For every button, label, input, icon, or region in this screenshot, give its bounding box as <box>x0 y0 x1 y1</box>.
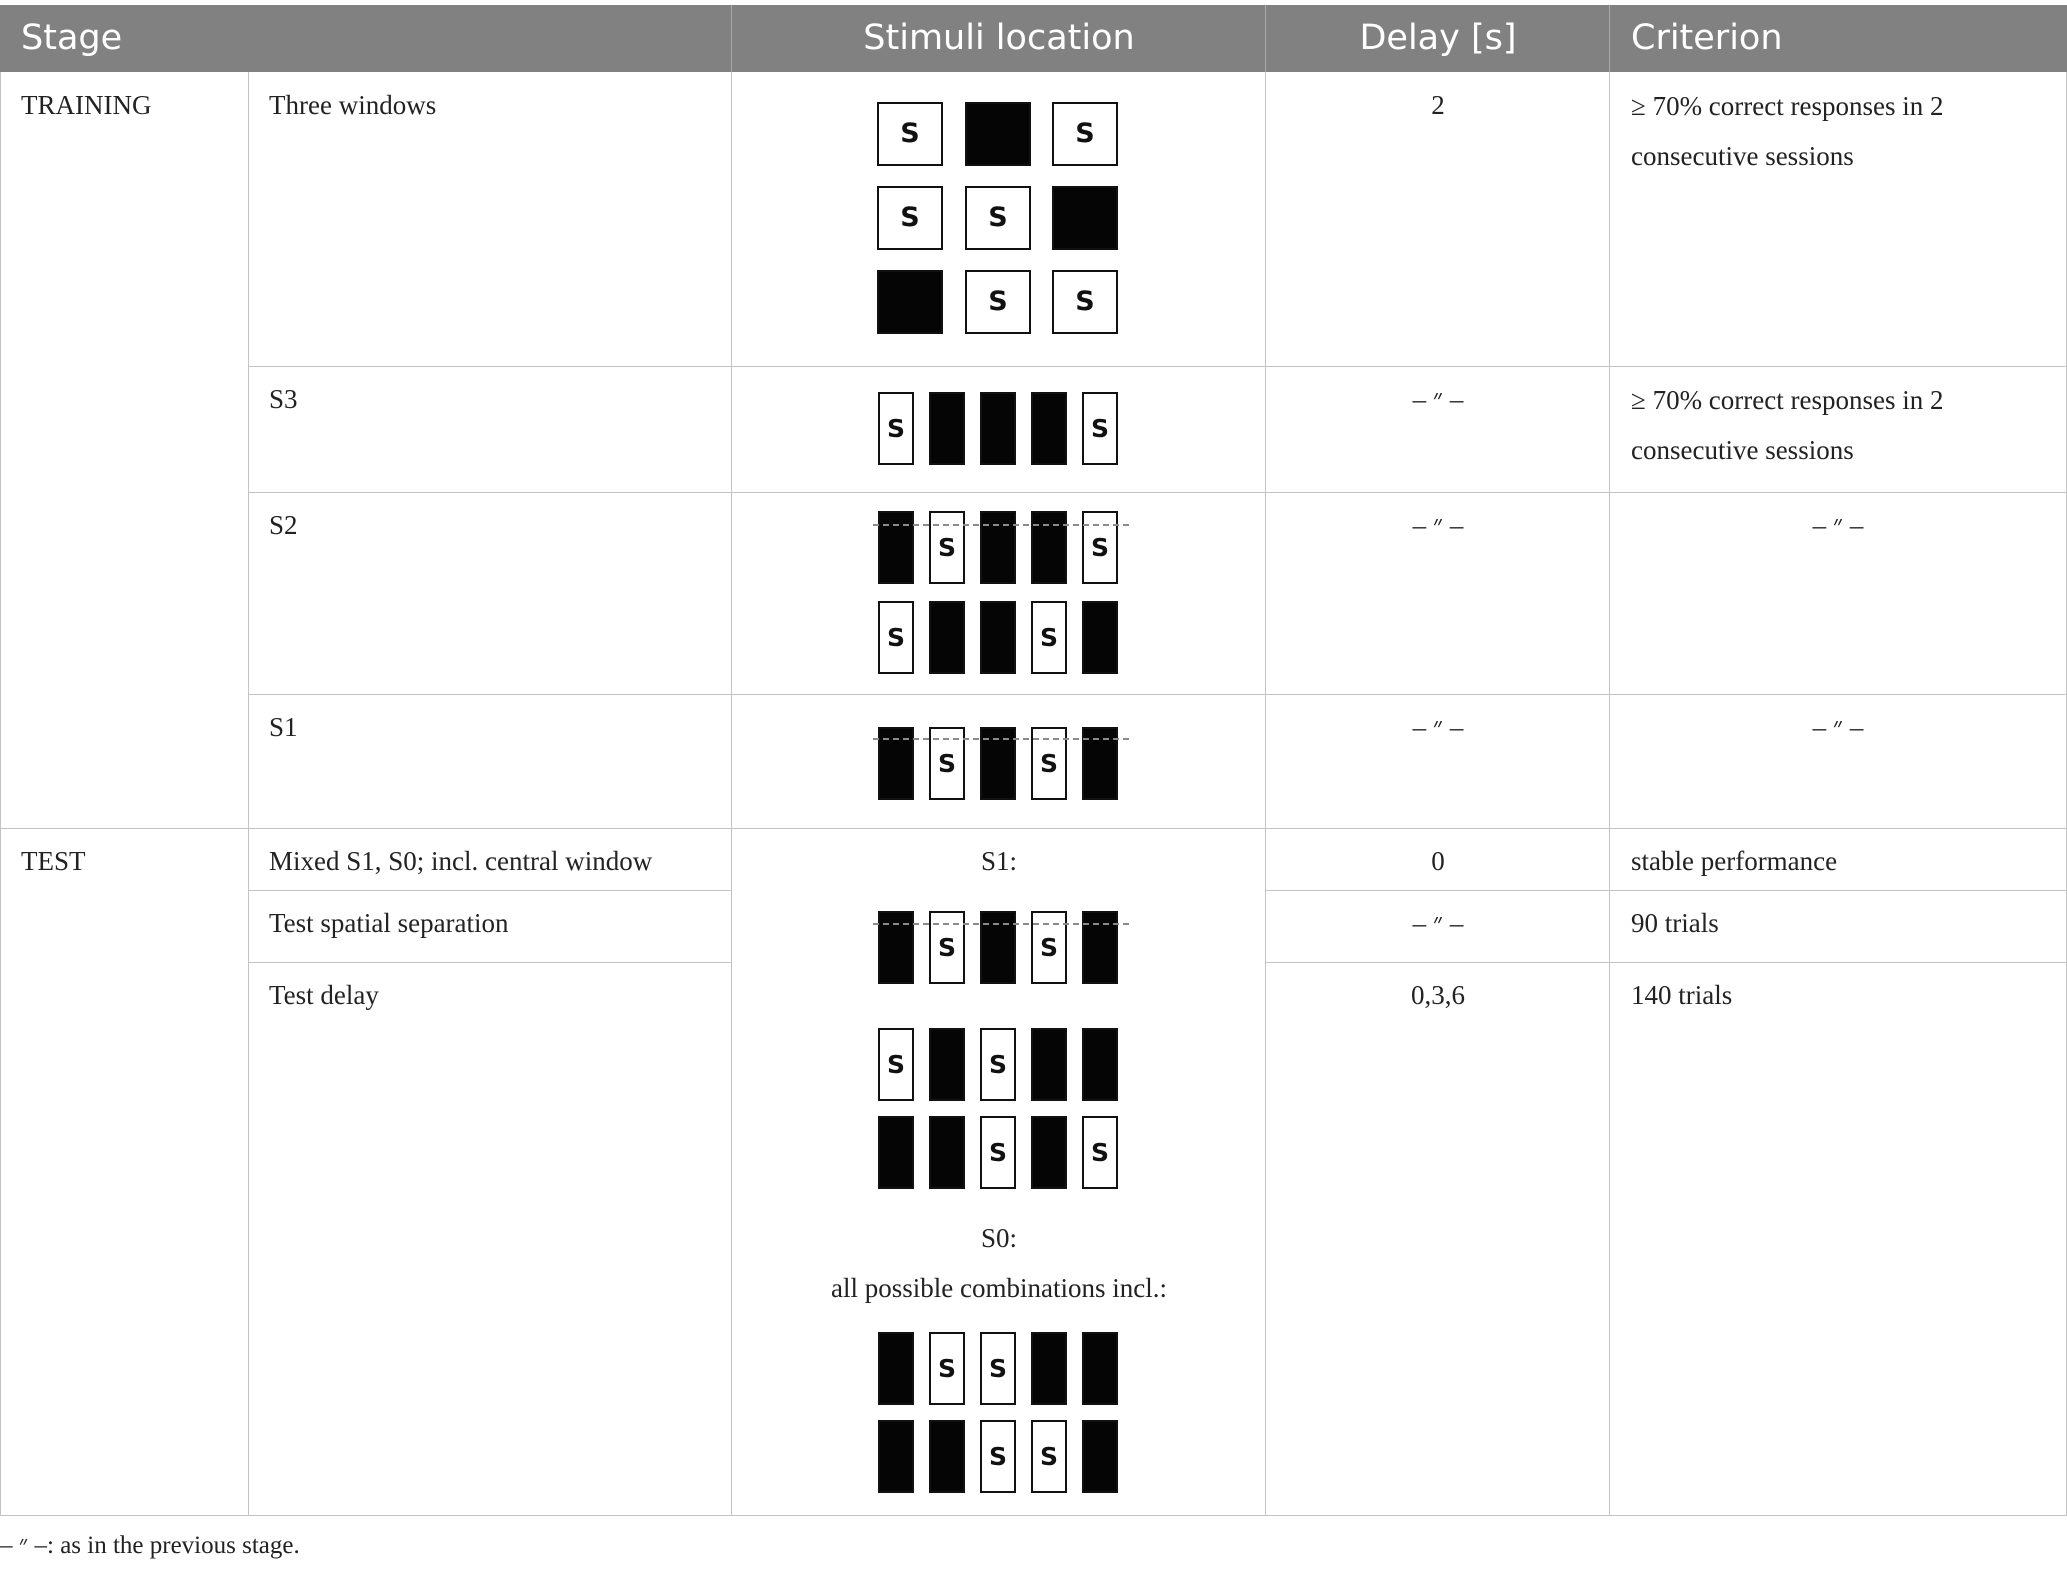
header-divider <box>731 5 732 72</box>
grid-line <box>1265 962 2067 963</box>
grid-line <box>0 828 2067 829</box>
criterion-s3-line1: ≥ 70% correct responses in 2 <box>1631 385 1944 415</box>
condition-test-delay: Test delay <box>269 980 379 1010</box>
delay-spatial: – ״ – <box>1412 908 1464 938</box>
dark-window <box>929 601 965 674</box>
stage-training: TRAINING <box>21 90 152 120</box>
dark-window <box>929 1116 965 1189</box>
stimulus-window: S <box>929 727 965 800</box>
dark-window <box>1031 392 1067 465</box>
dark-window <box>929 1028 965 1101</box>
header-criterion: Criterion <box>1631 18 1783 58</box>
dark-window <box>1082 911 1118 984</box>
criterion-s3-line2: consecutive sessions <box>1631 435 1854 465</box>
dark-window <box>878 1420 914 1493</box>
stimulus-window: S <box>878 392 914 465</box>
condition-s1: S1 <box>269 712 298 742</box>
dark-window <box>965 102 1031 166</box>
stimulus-window: S <box>1082 392 1118 465</box>
stimulus-window: S <box>980 1332 1016 1405</box>
stimulus-window: S <box>980 1420 1016 1493</box>
dark-window <box>878 911 914 984</box>
criterion-three-windows-line2: consecutive sessions <box>1631 141 1854 171</box>
stimulus-window: S <box>980 1116 1016 1189</box>
dark-window <box>1031 1028 1067 1101</box>
stimulus-window: S <box>1052 102 1118 166</box>
test-s0-label: S0: <box>980 1223 1018 1253</box>
dark-window <box>878 1116 914 1189</box>
criterion-test-delay: 140 trials <box>1631 980 1733 1010</box>
dark-window <box>1031 511 1067 584</box>
stimulus-window: S <box>1052 270 1118 334</box>
dark-window <box>980 392 1016 465</box>
footnote: – ״ –: as in the previous stage. <box>0 1532 300 1559</box>
dark-window <box>1082 1420 1118 1493</box>
test-s0-description: all possible combinations incl.: <box>831 1273 1167 1303</box>
header-divider <box>1265 5 1266 72</box>
separation-line <box>873 524 1129 526</box>
delay-test-delay: 0,3,6 <box>1411 980 1465 1010</box>
stimulus-window: S <box>965 186 1031 250</box>
grid-line <box>1609 72 1610 1516</box>
criterion-s1: – ״ – <box>1812 712 1864 742</box>
header-stimuli-location: Stimuli location <box>863 18 1135 58</box>
grid-line <box>0 72 1 1516</box>
grid-line <box>1265 890 2067 891</box>
condition-mixed: Mixed S1, S0; incl. central window <box>269 846 653 876</box>
grid-line <box>248 366 2067 367</box>
header-divider <box>1609 5 1610 72</box>
dark-window <box>877 270 943 334</box>
dark-window <box>980 511 1016 584</box>
test-s1-label: S1: <box>980 846 1018 876</box>
grid-line <box>248 694 2067 695</box>
dark-window <box>980 911 1016 984</box>
grid-line <box>248 890 731 891</box>
stimulus-window: S <box>1082 511 1118 584</box>
dark-window <box>929 392 965 465</box>
dark-window <box>1052 186 1118 250</box>
delay-s1: – ״ – <box>1412 712 1464 742</box>
criterion-s2: – ״ – <box>1812 510 1864 540</box>
stimulus-window: S <box>877 186 943 250</box>
condition-three-windows: Three windows <box>269 90 437 120</box>
dark-window <box>980 601 1016 674</box>
dark-window <box>1082 1028 1118 1101</box>
grid-line <box>248 72 249 1516</box>
stimulus-window: S <box>878 601 914 674</box>
dark-window <box>1082 601 1118 674</box>
dark-window <box>929 1420 965 1493</box>
delay-s3: – ״ – <box>1412 384 1464 414</box>
stage-test: TEST <box>21 846 86 876</box>
stimulus-window: S <box>929 911 965 984</box>
stimulus-window: S <box>878 1028 914 1101</box>
delay-s2: – ״ – <box>1412 510 1464 540</box>
stimulus-window: S <box>929 1332 965 1405</box>
stimulus-window: S <box>877 102 943 166</box>
separation-line <box>873 738 1129 740</box>
stimulus-window: S <box>1031 911 1067 984</box>
criterion-spatial: 90 trials <box>1631 908 1719 938</box>
header-delay: Delay [s] <box>1359 18 1517 58</box>
dark-window <box>1082 1332 1118 1405</box>
condition-s3: S3 <box>269 384 298 414</box>
grid-line <box>248 492 2067 493</box>
dark-window <box>878 511 914 584</box>
stimulus-window: S <box>1082 1116 1118 1189</box>
dark-window <box>878 1332 914 1405</box>
dark-window <box>1031 1116 1067 1189</box>
stimulus-window: S <box>1031 727 1067 800</box>
grid-line <box>248 962 731 963</box>
stimulus-window: S <box>1031 1420 1067 1493</box>
stimulus-window: S <box>980 1028 1016 1101</box>
separation-line <box>873 923 1129 925</box>
stimulus-window: S <box>965 270 1031 334</box>
delay-mixed: 0 <box>1431 846 1445 876</box>
condition-spatial: Test spatial separation <box>269 908 509 938</box>
grid-line <box>0 1515 2067 1516</box>
criterion-mixed: stable performance <box>1631 846 1838 876</box>
header-stage: Stage <box>21 18 123 58</box>
stimulus-window: S <box>929 511 965 584</box>
dark-window <box>1031 1332 1067 1405</box>
stimulus-window: S <box>1031 601 1067 674</box>
criterion-three-windows-line1: ≥ 70% correct responses in 2 <box>1631 91 1944 121</box>
delay-three-windows: 2 <box>1431 90 1445 120</box>
condition-s2: S2 <box>269 510 298 540</box>
